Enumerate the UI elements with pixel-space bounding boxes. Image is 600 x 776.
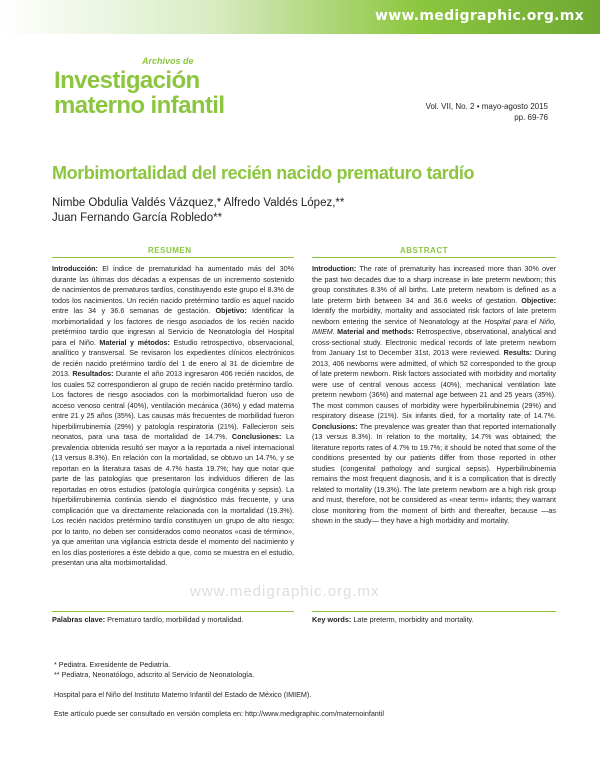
resumen-intro-label: Introducción: — [52, 264, 98, 273]
abstract-body — [312, 264, 556, 527]
authors-line2: Juan Fernando García Robledo** — [52, 212, 223, 224]
online-link[interactable]: Este artículo puede ser consultado en versión completa en: http://www.medigraphic.com/maternoinfantil — [54, 709, 384, 718]
authors-line1: Nimbe Obdulia Valdés Vázquez,* Alfredo Valdés López,** — [52, 197, 345, 209]
abstract-objective-end: . — [332, 327, 338, 336]
resumen-rule — [52, 257, 294, 258]
abstract-rule — [312, 257, 556, 258]
abstract-methods-label: Material and methods: — [337, 327, 415, 336]
footnote-1: * Pediatra. Exresidente de Pediatría. — [54, 660, 171, 669]
abstract-objective-label: Objective: — [521, 295, 556, 305]
footnote-2: ** Pediatra, Neonatólogo, adscrito al Servicio de Neonatología. — [54, 670, 255, 679]
resumen-keywords-rule — [52, 611, 294, 612]
resumen-conclusions-label: Conclusiones: — [231, 432, 282, 441]
abstract-results: During 2013, 406 newborns were admitted, of which 52 corresponded to the group of late preterm newborn. Risk factors associated with morbidity and mortality were use of central venous access (40%), mechanical ventilation late preterm newborn (36%) and maternal age between 21 and 25 years (35%). The most common causes of morbidity were hyperbilirubinemia (29%) and respiratory disease (21%). Six infants died, for a mortality rate of 14.7%. — [312, 348, 556, 420]
abstract-heading: ABSTRACT — [400, 246, 448, 255]
watermark: www.medigraphic.org.mx — [190, 583, 380, 600]
resumen-keywords-text: Prematuro tardío, morbilidad y mortalidad. — [105, 615, 244, 624]
abstract-keywords-label: Key words: — [312, 615, 352, 624]
site-url[interactable]: www.medigraphic.org.mx — [375, 8, 584, 24]
page-range: pp. 69-76 — [514, 113, 548, 122]
resumen-intro: El índice de prematuridad ha aumentado más del 30% durante las últimas dos décadas a expensas de un incremento sostenido de nacimientos de prematuros tardíos, constituyendo este grupo el 8.3% de todos los nacimientos. Un recién nacido pretérmino tardío es aquel nacido entre las 34 y 36.6 semanas de gestación. — [52, 264, 294, 315]
abstract-conclusions-label: Conclusions: — [312, 421, 358, 431]
abstract-intro-label: Introduction: — [312, 264, 357, 273]
footnotes — [54, 660, 254, 680]
journal-title-line2: materno infantil — [54, 92, 225, 119]
resumen-objective: Identificar la morbimortalidad y los factores de riesgo asociados de los recién nacido pretérmino tardío que ingresan al Servicio de Neonatología del Hospital para el Niño. — [52, 306, 294, 347]
resumen-conclusions: La prevalencia obtenida resultó ser mayor a la reportada a nivel internacional (13 versus 8.3%). En relación con la mortalidad, se obtuvo un 14.7%, y se reportan en la literatura tasas de 4.7% hasta 19.7%; hay que notar que parte de las patologías que presentaron los individuos difieren de las reportadas en otros estudios (patología quirúrgica congénita y sepsis). La hiperbilirrubinemia continúa siendo el diagnóstico más frecuente, y una complicación que va directamente relacionada con la mortalidad (19.3%). Los recién nacidos pretérmino tardío constituyen un grupo de alto riesgo; por lo tanto, no deben ser considerados como neonatos «casi de término», ya que ameritan una vigilancia estricta desde el momento del nacimiento y en los días posteriores a éste debido a que, como se muestra en el estudio, presentan una alta morbimortalidad. — [52, 432, 294, 567]
journal-title-line1: Investigación — [54, 67, 200, 94]
resumen-methods: Estudio retrospectivo, observacional, analítico y transversal. Se revisaron los expedientes clínicos electrónicos de recién nacido pretérmino tardío del 1 de enero al 31 de diciembre de 2013. — [52, 337, 294, 378]
resumen-methods-label: Material y métodos: — [99, 337, 170, 347]
abstract-objective: Identify the morbidity, mortality and associated risk factors of late preterm newborn entering the service of Neonatology at the — [312, 306, 556, 326]
abstract-conclusions: The prevalence was greater than that reported internationally (13 versus 8.3%). In relation to the mortality, 14.7% was obtained; the literature reports rates of 4.7% to 19.7%; it should be noted that some of the conditions presented by our patients differ from those reported in other studies (congenital pathology and surgical sepsis). Hyperbilirubinemia remains the most frequent diagnosis, and it is a complication that is directly related to mortality (19.3%). The late preterm newborn are a high risk group and must, therefore, not be considered as «near term» infants; they warrant close monitoring from the moment of birth and thereafter, because —as shown in the study— they have a high morbidity and mortality. — [312, 421, 556, 525]
resumen-objective-label: Objetivo: — [215, 306, 247, 315]
resumen-keywords-label: Palabras clave: — [52, 615, 106, 624]
abstract-results-label: Results: — [503, 348, 533, 357]
authors — [52, 196, 344, 226]
volume-info — [426, 101, 548, 123]
abstract-hospital-name: Hospital para el Niño, IMIEM — [312, 316, 556, 336]
abstract-keywords-text: Late preterm, morbidity and mortality. — [351, 615, 474, 624]
affiliation: Hospital para el Niño del Instituto Materno Infantil del Estado de México (IMIEM). — [54, 690, 312, 699]
resumen-body — [52, 264, 294, 569]
abstract-methods: Retrospective, observational, analytical and cross-sectional study. Electronic medical records of late preterm newborn from January 1st to December 31st, 2013 were reviewed. — [312, 327, 557, 357]
journal-pre-title: Archivos de — [142, 56, 194, 66]
abstract-keywords — [312, 615, 474, 624]
article-title: Morbimortalidad del recién nacido prematuro tardío — [52, 163, 475, 183]
volume-issue: Vol. VII, No. 2 • mayo-agosto 2015 — [425, 102, 548, 111]
resumen-keywords — [52, 615, 243, 624]
resumen-heading: RESUMEN — [148, 246, 192, 255]
abstract-keywords-rule — [312, 611, 556, 612]
abstract-intro: The rate of prematurity has increased more than 30% over the past two decades due to a sharp increase in late preterm newborn; this group constitutes 8.3% of all births. Late preterm newborn is defined as a late preterm birth between 34 and 36.6 weeks of gestation. — [312, 264, 556, 305]
header-banner — [0, 0, 600, 34]
resumen-results: Durante el año 2013 ingresaron 406 recién nacidos, de los cuales 52 correspondieron al grupo de recién nacido pretérmino tardío. Los factores de riesgo asociados con la morbimortalidad fueron uso de acceso venoso central (40%), ventilación mecánica (36%) y edad materna entre 21 y 25 años (35%). Las causas más frecuentes de morbilidad fueron hiperbilirrubinemia (29%) y patología respiratoria (21%). Fallecieron seis neonatos, para una tasa de mortalidad de 14.7%. — [52, 369, 295, 441]
resumen-results-label: Resultados: — [72, 369, 114, 378]
